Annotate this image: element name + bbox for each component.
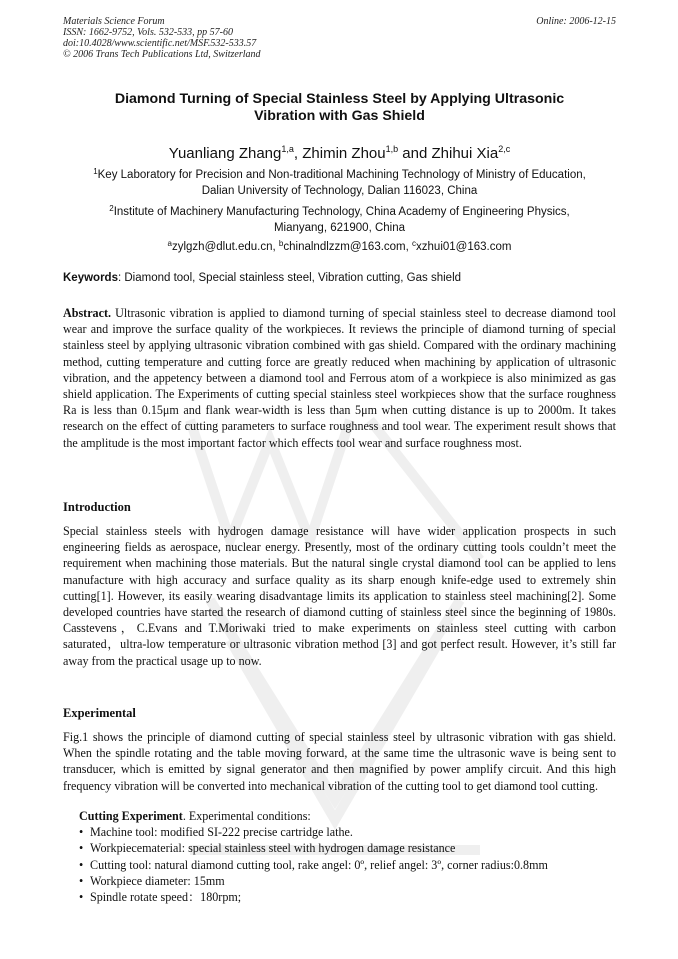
title-line-1: Diamond Turning of Special Stainless Steel by Applying Ultrasonic bbox=[114, 91, 565, 107]
email-c[interactable]: xzhui01@163.com bbox=[416, 241, 512, 253]
online-date: Online: 2006-12-15 bbox=[536, 16, 616, 27]
list-item-text: Workpiecematerial: special stainless steel with hydrogen damage resistance bbox=[90, 841, 456, 856]
list-item bbox=[79, 824, 616, 840]
author-sep-2: and bbox=[398, 145, 432, 162]
author-sep-1: , bbox=[293, 145, 303, 162]
bullet: • bbox=[79, 890, 84, 905]
affiliation-1-line-2: Dalian University of Technology, Dalian 116023, China bbox=[201, 184, 478, 197]
affiliation-2 bbox=[63, 201, 616, 236]
title-line-2: Vibration with Gas Shield bbox=[254, 108, 425, 124]
journal-header bbox=[63, 16, 616, 60]
issn: ISSN: 1662-9752, Vols. 532-533, pp 57-60 bbox=[63, 27, 233, 38]
journal-name: Materials Science Forum bbox=[63, 16, 165, 27]
doi: doi:10.4028/www.scientific.net/MSF.532-533.57 bbox=[63, 38, 257, 49]
copyright: © 2006 Trans Tech Publications Ltd, Switzerland bbox=[63, 49, 261, 60]
affiliation-2-sup: 2 bbox=[109, 204, 114, 213]
email-a[interactable]: zylgzh@dlut.edu.cn, bbox=[171, 241, 279, 253]
author-2-sup: 1,b bbox=[385, 144, 399, 154]
cutting-experiment bbox=[79, 808, 616, 905]
list-item-text: Spindle rotate speed：180rpm; bbox=[90, 890, 242, 905]
cutting-experiment-label: Cutting Experiment bbox=[79, 809, 183, 823]
list-item bbox=[79, 873, 616, 889]
email-c-sup: c bbox=[412, 239, 417, 248]
abstract-text: Ultrasonic vibration is applied to diamond turning of special stainless steel to decrease diamond tool wear and improve the surface quality of the workpieces. It reviews the principle of diamond turning of special stainless steel by applying ultrasonic vibration combined with gas shield. Compared with the ordinary machining method, cutting temperature and cutting force are greatly reduced when machining by application of ultrasonic vibration, and the appetency between a diamond tool and Ferrous atom of a workpiece is also minimized as gas shield application. The Experiments of cutting special stainless steel workpieces show that the surface roughness Ra is less than 0.15μm and flank wear-width is less than 5μm when cutting distance is up to 2000m. It takes research on the effect of cutting parameters to surface roughness and tool wear. The experiment result shows that the amplitude is the most important factor which effects tool wear and surface roughness most. bbox=[63, 306, 616, 450]
affiliation-1 bbox=[63, 164, 616, 199]
bullet: • bbox=[79, 857, 84, 872]
keywords-label: Keywords bbox=[63, 272, 118, 284]
keywords-text: : Diamond tool, Special stainless steel, Vibration cutting, Gas shield bbox=[117, 272, 462, 284]
email-b-sup: b bbox=[278, 239, 284, 248]
list-item-text: Machine tool: modified SI-222 precise cartridge lathe. bbox=[90, 825, 353, 840]
list-item bbox=[79, 889, 616, 905]
bullet: • bbox=[79, 841, 84, 856]
bullet: • bbox=[79, 873, 84, 888]
bullet: • bbox=[79, 825, 84, 840]
list-item-text: Workpiece diameter: 15mm bbox=[90, 873, 225, 888]
abstract bbox=[63, 305, 616, 451]
email-a-sup: a bbox=[167, 239, 172, 248]
affiliation-2-line-1: Institute of Machinery Manufacturing Technology, China Academy of Engineering Physics, bbox=[113, 206, 570, 218]
author-3: Zhihui Xia bbox=[431, 145, 499, 162]
cutting-experiment-intro bbox=[79, 808, 616, 824]
experimental-text: Fig.1 shows the principle of diamond cutting of special stainless steel by ultrasonic vibration with gas shield. When the spindle rotating and the table moving forward, at the same time the ultrasonic wave is being sent to transducer, which is emitted by signal generator and then magnified by power amplify circuit. And this high frequency vibration will be converted into mechanical vibration of the cutting tool to get diamond tool cutting. bbox=[63, 730, 616, 793]
affiliation-1-sup: 1 bbox=[93, 167, 98, 176]
experimental-heading: Experimental bbox=[63, 706, 136, 720]
cutting-experiment-intro-text: . Experimental conditions: bbox=[182, 809, 311, 823]
abstract-label: Abstract. bbox=[63, 306, 112, 320]
list-item bbox=[79, 840, 616, 856]
affiliation-2-line-2: Mianyang, 621900, China bbox=[273, 221, 406, 234]
affiliation-1-line-1: Key Laboratory for Precision and Non-traditional Machining Technology of Ministry of Education, bbox=[97, 169, 586, 181]
author-2: Zhimin Zhou bbox=[302, 145, 386, 162]
author-3-sup: 2,c bbox=[498, 144, 511, 154]
introduction-text: Special stainless steels with hydrogen damage resistance will have wider application prospects in such engineering fields as aerospace, nuclear energy. Presently, most of the ordinary cutting tools couldn’t meet the requirement when machining those materials. But the natural single crystal diamond tool can be applied to lens manufacture with high accuracy and surface quality as its sharp enough knife-edge used to extremely shin cutting[1]. However, its easily wearing disadvantage limits its application to stainless steel machining[2]. Some developed countries have started the research of diamond cutting of stainless steel since the beginning of 1980s. Casstevens，C.Evans and T.Moriwaki tried to make experiments on stainless steel cutting with carbon saturated，ultra-low temperature or ultrasonic vibration method [3] and got perfect result. However, it’s still far away from the practical usage up to now. bbox=[63, 524, 616, 668]
introduction-heading: Introduction bbox=[63, 500, 131, 514]
paper-title bbox=[63, 91, 616, 125]
email-b[interactable]: chinalndlzzm@163.com, bbox=[283, 241, 413, 253]
author-list bbox=[63, 140, 616, 163]
author-1-sup: 1,a bbox=[281, 144, 294, 154]
list-item-text: Cutting tool: natural diamond cutting tool, rake angel: 0º, relief angel: 3º, corner radius:0.8mm bbox=[90, 857, 548, 872]
keywords bbox=[63, 271, 616, 285]
list-item bbox=[79, 857, 616, 873]
author-1: Yuanliang Zhang bbox=[168, 145, 282, 162]
email-list bbox=[63, 236, 616, 256]
